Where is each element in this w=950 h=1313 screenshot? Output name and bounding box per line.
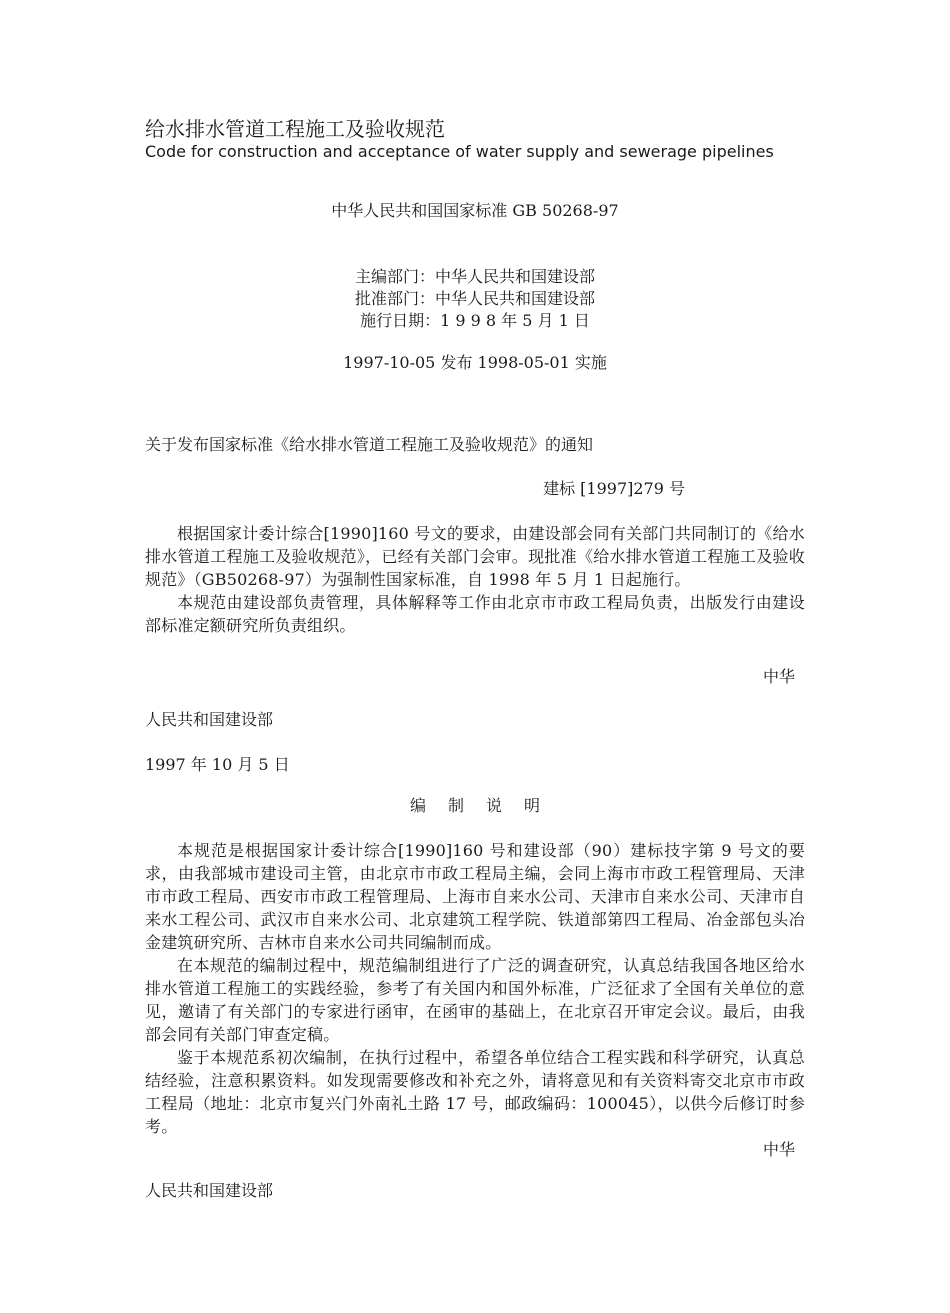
notice-date: 1997 年 10 月 5 日 [145,755,290,774]
explanation-paragraph: 本规范是根据国家计委计综合[1990]160 号和建设部（90）建标技字第 9 号文的要求，由我部城市建设司主管，由北京市市政工程局主编，会同上海市市政工程管理局、天津市市政工程局、西安市市政工程管理局、上海市自来水公司、天津市自来水公司、天津市自来水工程公司、武汉市自来水公司、北京建筑工程学院、铁道部第四工程局、冶金部包头冶金建筑研究所、吉林市自来水公司共同编制而成。 [145,841,805,952]
notice-title: 关于发布国家标准《给水排水管道工程施工及验收规范》的通知 [145,435,594,454]
document-title-cn: 给水排水管道工程施工及验收规范 [145,117,445,141]
notice-signature-part1: 中华 [762,667,795,686]
notice-paragraph: 根据国家计委计综合[1990]160 号文的要求，由建设部会同有关部门共同制订的《给水排水管道工程施工及验收规范》，已经有关部门会审。现批准《给水排水管道工程施工及验收规范》（GB50268-97）为强制性国家标准，自 1998 年 5 月 1 日起施行。 [145,524,805,589]
release-line: 1997-10-05 发布 1998-05-01 实施 [343,353,607,372]
notice-doc-number: 建标 [1997]279 号 [543,479,685,498]
explanation-signature-part1: 中华 [762,1140,795,1159]
explanation-signature-part2: 人民共和国建设部 [145,1181,274,1200]
standard-meta-block [145,266,805,332]
explanation-title: 编制说明 [409,796,562,815]
standard-code-line: 中华人民共和国国家标准 GB 50268-97 [331,201,619,220]
effective-date: 施行日期：1 9 9 8 年 5 月 1 日 [360,311,590,330]
document-title-en: Code for construction and acceptance of water supply and sewerage pipelines [145,142,774,161]
notice-signature-part2: 人民共和国建设部 [145,710,274,729]
explanation-paragraph: 鉴于本规范系初次编制，在执行过程中，希望各单位结合工程实践和科学研究，认真总结经验，注意积累资料。如发现需要修改和补充之外，请将意见和有关资料寄交北京市市政工程局（地址：北京市复兴门外南礼土路 17 号，邮政编码：100045），以供今后修订时参考。 [145,1048,805,1136]
notice-paragraph: 本规范由建设部负责管理，具体解释等工作由北京市市政工程局负责，出版发行由建设部标准定额研究所负责组织。 [145,593,805,635]
explanation-paragraph: 在本规范的编制过程中，规范编制组进行了广泛的调查研究，认真总结我国各地区给水排水管道工程施工的实践经验，参考了有关国内和国外标准，广泛征求了全国有关单位的意见，邀请了有关部门的专家进行函审，在函审的基础上，在北京召开审定会议。最后，由我部会同有关部门审查定稿。 [145,956,805,1044]
approval-department: 批准部门：中华人民共和国建设部 [354,289,595,308]
editor-department: 主编部门：中华人民共和国建设部 [354,267,595,286]
document-page [145,116,805,1202]
